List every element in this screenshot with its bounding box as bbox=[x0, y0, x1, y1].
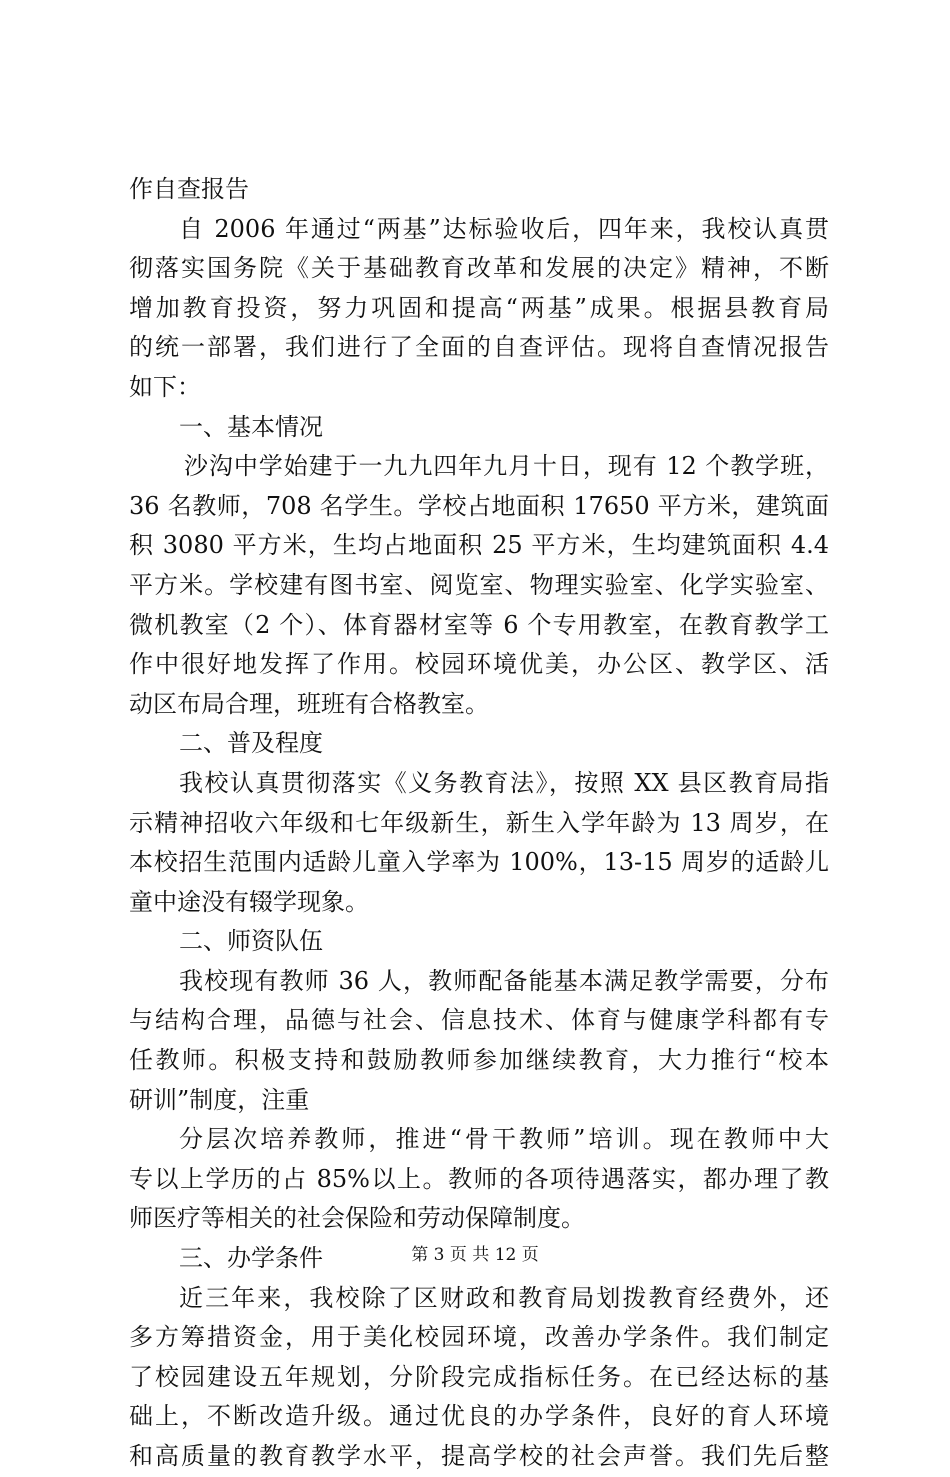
text-line: 平方米。学校建有图书室、阅览室、物理实验室、化学实验室、 bbox=[129, 570, 829, 599]
text-line: 作自查报告 bbox=[129, 175, 249, 203]
text-line: 增加教育投资，努力巩固和提高“两基”成果。根据县教育局 bbox=[129, 293, 829, 322]
text-line: 和高质量的教育教学水平，提高学校的社会声誉。我们先后整 bbox=[129, 1442, 829, 1470]
text-line: 的统一部署，我们进行了全面的自查评估。现将自查情况报告 bbox=[129, 333, 829, 362]
text-line: 本校招生范围内适龄儿童入学率为 100%，13-15 周岁的适龄儿 bbox=[129, 848, 829, 877]
page-footer: 第 3 页 共 12 页 bbox=[411, 1245, 539, 1265]
text-line: 动区布局合理，班班有合格教室。 bbox=[129, 689, 489, 718]
text-line: 36 名教师，708 名学生。学校占地面积 17650 平方米，建筑面 bbox=[129, 491, 829, 520]
text-line: 沙沟中学始建于一九九四年九月十日，现有 12 个教学班， bbox=[184, 452, 829, 481]
text-line: 任教师。积极支持和鼓励教师参加继续教育，大力推行“校本 bbox=[129, 1046, 829, 1075]
text-line: 了校园建设五年规划，分阶段完成指标任务。在已经达标的基 bbox=[129, 1362, 829, 1391]
text-line: 自 2006 年通过“两基”达标验收后，四年来，我校认真贯 bbox=[179, 214, 829, 243]
text-line: 如下： bbox=[129, 372, 201, 401]
text-line: 微机教室（2 个）、体育器材室等 6 个专用教室，在教育教学工 bbox=[129, 610, 829, 639]
text-line: 积 3080 平方米，生均占地面积 25 平方米，生均建筑面积 4.4 bbox=[129, 531, 829, 560]
text-line: 我校认真贯彻落实《义务教育法》，按照 XX 县区教育局指 bbox=[179, 768, 829, 797]
text-line: 示精神招收六年级和七年级新生，新生入学年龄为 13 周岁，在 bbox=[129, 808, 829, 837]
text-line: 三、办学条件 bbox=[179, 1244, 323, 1273]
text-line: 作中很好地发挥了作用。校园环境优美，办公区、教学区、活 bbox=[129, 650, 829, 679]
document-body bbox=[129, 170, 829, 1477]
text-line: 二、师资队伍 bbox=[179, 927, 323, 956]
text-line: 彻落实国务院《关于基础教育改革和发展的决定》精神，不断 bbox=[129, 254, 829, 283]
text-line: 童中途没有辍学现象。 bbox=[129, 887, 369, 916]
text-line: 分层次培养教师，推进“骨干教师”培训。现在教师中大 bbox=[179, 1125, 829, 1154]
text-line: 础上，不断改造升级。通过优良的办学条件，良好的育人环境 bbox=[129, 1402, 829, 1431]
text-line: 多方筹措资金，用于美化校园环境，改善办学条件。我们制定 bbox=[129, 1323, 829, 1352]
text-line: 专以上学历的占 85%以上。教师的各项待遇落实，都办理了教 bbox=[129, 1164, 829, 1193]
text-line: 师医疗等相关的社会保险和劳动保障制度。 bbox=[129, 1204, 585, 1233]
text-line: 研训”制度，注重 bbox=[129, 1085, 310, 1114]
text-line: 与结构合理，品德与社会、信息技术、体育与健康学科都有专 bbox=[129, 1006, 829, 1035]
text-line: 我校现有教师 36 人，教师配备能基本满足教学需要，分布 bbox=[179, 966, 829, 995]
text-line: 二、普及程度 bbox=[179, 729, 323, 758]
text-line: 近三年来，我校除了区财政和教育局划拨教育经费外，还 bbox=[179, 1283, 829, 1312]
text-line: 一、基本情况 bbox=[179, 412, 323, 441]
